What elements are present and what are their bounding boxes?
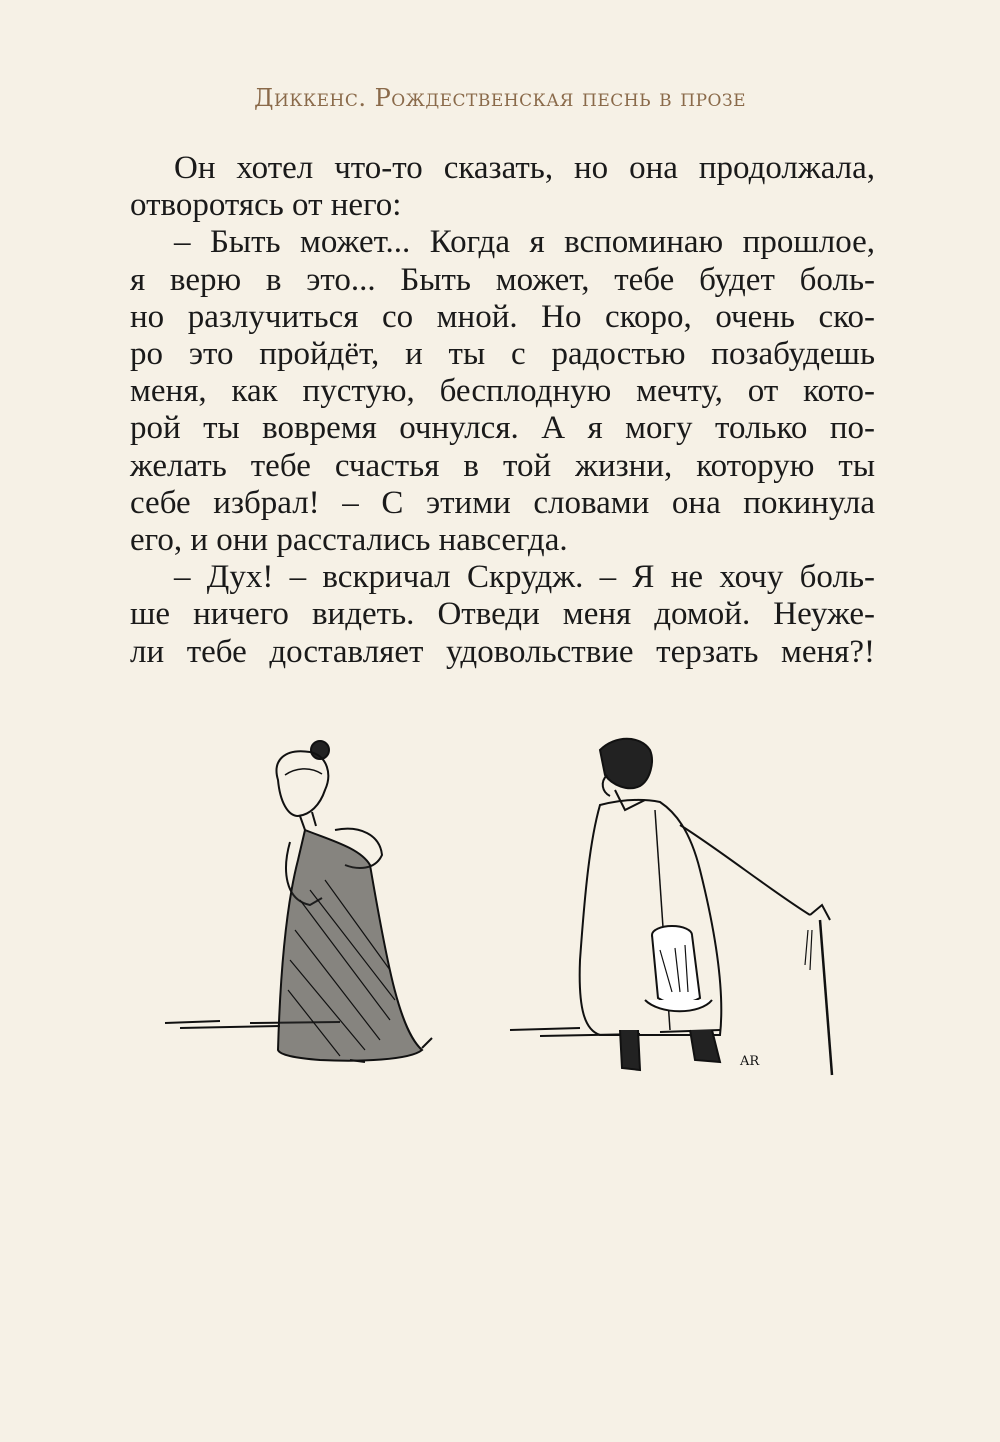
text-line: Он хотел что-то сказать, но она продолжала, xyxy=(174,150,875,186)
artist-signature: AR xyxy=(740,1054,760,1069)
text-line: ро это пройдёт, и ты с радостью позабудешь xyxy=(130,336,875,373)
text-line: рой ты вовремя очнулся. А я могу только по- xyxy=(130,410,875,447)
text-line: – Дух! – вскричал Скрудж. – Я не хочу боль- xyxy=(174,559,875,596)
illustration xyxy=(160,730,850,1080)
text-line: – Быть может... Когда я вспоминаю прошлое, xyxy=(174,224,875,261)
woman-figure xyxy=(277,741,432,1062)
text-line: меня, как пустую, бесплодную мечту, от кото- xyxy=(130,373,875,410)
text-line: ше ничего видеть. Отведи меня домой. Неуже- xyxy=(130,596,875,633)
text-line: себе избрал! – С этими словами она покинула xyxy=(130,484,875,521)
text-line: отворотясь от него: xyxy=(130,187,402,224)
man-figure xyxy=(580,739,832,1075)
text-line: его, и они расстались навсегда. xyxy=(130,522,568,559)
top-hat xyxy=(645,926,712,1011)
text-line: желать тебе счастья в той жизни, которую ты xyxy=(130,447,875,484)
text-line: ли тебе доставляет удовольствие терзать меня?! xyxy=(130,633,875,670)
body-text xyxy=(130,150,875,671)
running-title: Диккенс. Рождественская песнь в прозе xyxy=(253,84,746,112)
text-line: но разлучиться со мной. Но скоро, очень ско- xyxy=(130,298,875,335)
text-line: я верю в это... Быть может, тебе будет боль- xyxy=(130,261,875,298)
